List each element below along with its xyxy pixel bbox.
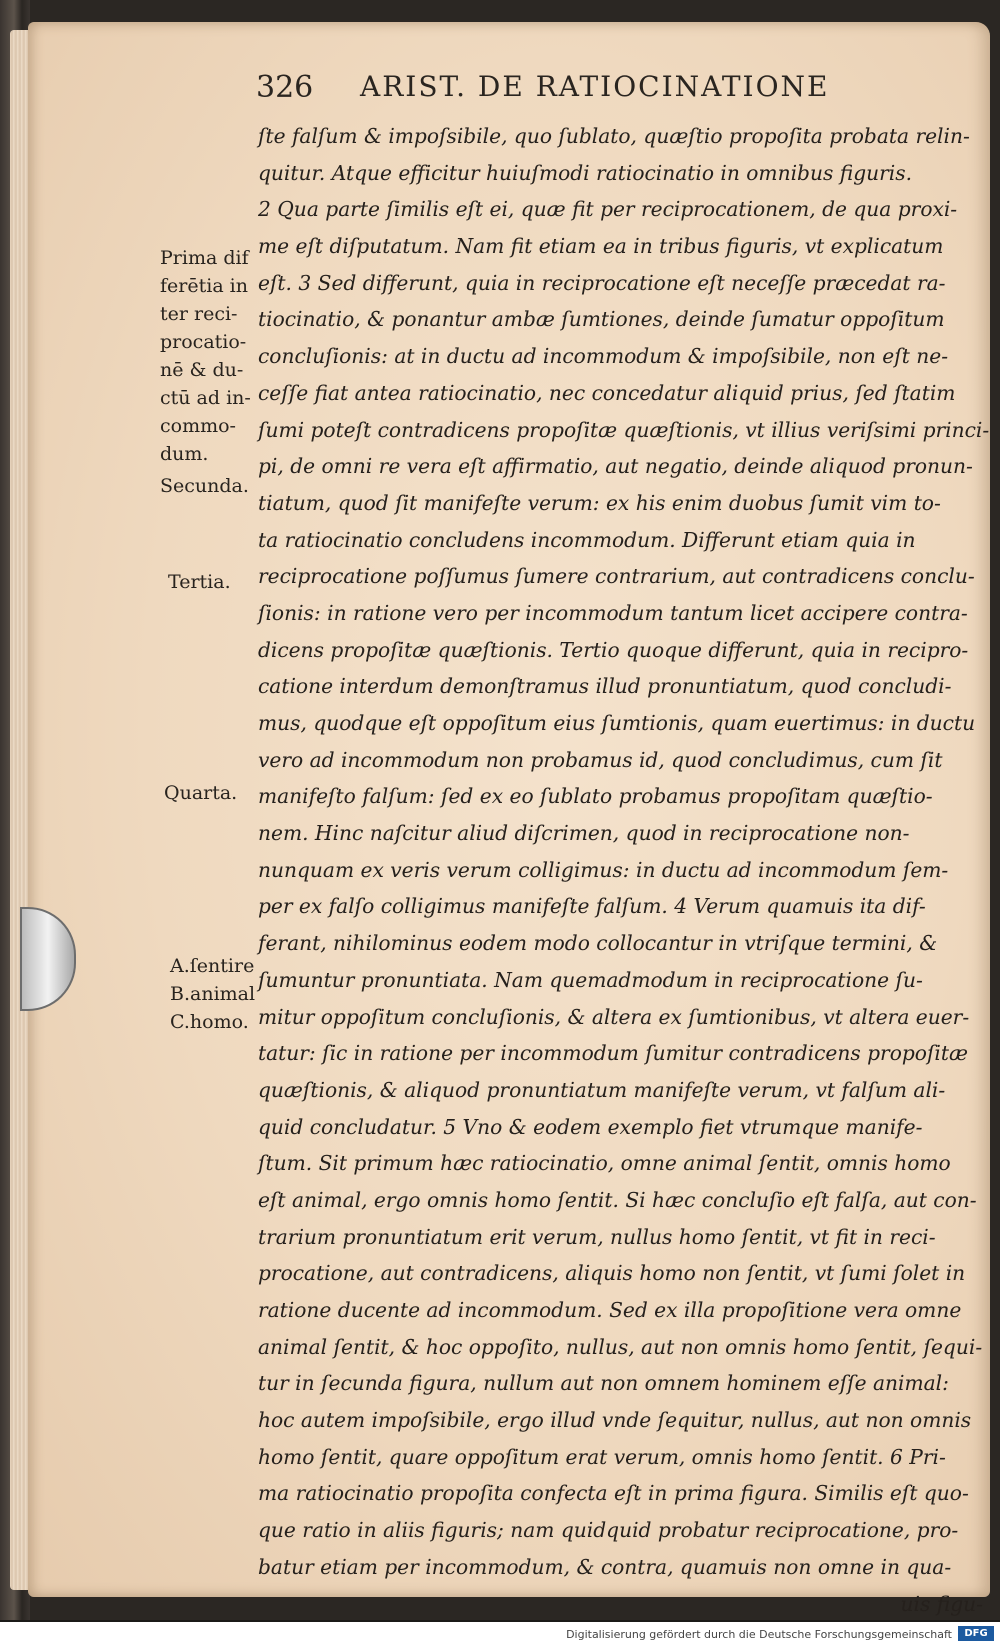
text-line: manifeſto falſum: ſed ex eo ſublato probamus propoſitam quæſtio- [258, 784, 933, 809]
text-line: que ratio in aliis figuris; nam quidquid probatur reciprocatione, pro- [258, 1518, 959, 1543]
text-line: animal ſentit, & hoc oppoſito, nullus, aut non omnis homo ſentit, ſequi- [258, 1334, 983, 1359]
text-line: tur in ſecunda figura, nullum aut non omnem hominem eſſe animal: [258, 1371, 949, 1396]
running-head: ARIST. DE RATIOCINATIONE [360, 70, 830, 103]
text-line: ſumi poteſt contradicens propoſitæ quæſtionis, vt illius veriſsimi princi- [258, 417, 990, 442]
text-line: nem. Hinc naſcitur aliud diſcrimen, quod in reciprocatione non- [258, 821, 910, 846]
dfg-logo: DFG [958, 1626, 994, 1641]
book-page [28, 22, 990, 1616]
text-line: ſionis: in ratione vero per incommodum tantum licet accipere contra- [258, 600, 968, 625]
text-line: ſtum. Sit primum hæc ratiocinatio, omne animal ſentit, omnis homo [258, 1151, 951, 1176]
text-line: ratione ducente ad incommodum. Sed ex illa propoſitione vera omne [258, 1298, 962, 1322]
text-line: tiatum, quod ſit manifeſte verum: ex his enim duobus ſumit vim to- [258, 490, 941, 515]
margin-note-secunda: Secunda. [160, 475, 249, 497]
text-line: ma ratiocinatio propoſita confecta eſt in prima figura. Similis eſt quo- [258, 1481, 969, 1506]
catchword-line: uis figu- [900, 1591, 983, 1616]
text-line: dicens propoſitæ quæſtionis. Tertio quoque differunt, quia in recipro- [258, 637, 969, 662]
margin-note-line: ctū ad in- [160, 387, 251, 409]
text-line: nunquam ex veris verum colligimus: in ductu ad incommodum ſem- [258, 857, 949, 882]
page-number: 326 [256, 70, 314, 105]
body-text [258, 118, 993, 1622]
text-line: quid concludatur. 5 Vno & eodem exemplo fiet vtrumque manife- [258, 1114, 923, 1139]
text-line: procatione, aut contradicens, aliquis homo non ſentit, vt ſumi ſolet in [258, 1261, 966, 1286]
margin-note-line: nē & du- [160, 359, 244, 381]
page-clip [20, 907, 76, 1011]
text-line: tatur: ſic in ratione per incommodum ſumitur contradicens propoſitæ [258, 1041, 968, 1066]
text-line: tiocinatio, & ponantur ambæ ſumtiones, deinde ſumatur oppoſitum [258, 307, 945, 332]
margin-note-tertia: Tertia. [168, 571, 231, 593]
text-line: eſt animal, ergo omnis homo ſentit. Si hæc concluſio eſt falſa, aut con- [258, 1187, 977, 1212]
text-line: per ex falſo colligimus manifeſte falſum. 4 Verum quamuis ita dif- [258, 894, 926, 919]
text-line: ceſſe fiat antea ratiocinatio, nec concedatur aliquid prius, ſed ſtatim [258, 380, 956, 405]
margin-note-line: Prima dif [160, 247, 249, 269]
margin-note-line: A.ſentire [170, 955, 255, 977]
text-line: mitur oppoſitum concluſionis, & altera ex ſumtionibus, vt altera euer- [258, 1004, 970, 1029]
page-header [256, 64, 956, 108]
text-line: ferant, nihilominus eodem modo collocantur in vtriſque termini, & [258, 931, 938, 956]
text-line: ſumuntur pronuntiata. Nam quemadmodum in reciprocatione ſu- [258, 967, 923, 992]
text-line: ſte falſum & impoſsibile, quo ſublato, quæſtio propoſita probata relin- [258, 124, 970, 148]
text-line: me eſt diſputatum. Nam fit etiam ea in tribus figuris, vt explicatum [258, 234, 944, 259]
footer-credit: Digitalisierung gefördert durch die Deutsche Forschungsgemeinschaft [566, 1628, 952, 1641]
margin-note-line: commo- [160, 415, 236, 437]
margin-note-quarta: Quarta. [164, 782, 238, 804]
text-line: quæſtionis, & aliquod pronuntiatum manifeſte verum, vt falſum ali- [258, 1077, 946, 1102]
text-line: reciprocatione poſſumus ſumere contrarium, aut contradicens conclu- [258, 564, 975, 589]
text-line: homo ſentit, quare oppoſitum erat verum, omnis homo ſentit. 6 Pri- [258, 1444, 946, 1469]
margin-note-line: B.animal [170, 983, 256, 1005]
text-line: vero ad incommodum non probamus id, quod concludimus, cum ſit [258, 747, 943, 772]
text-line: ta ratiocinatio concludens incommodum. Differunt etiam quia in [258, 527, 916, 552]
text-line: batur etiam per incommodum, & contra, quamuis non omne in qua- [258, 1554, 952, 1579]
margin-note-line: procatio- [160, 331, 247, 353]
margin-note-line: ferētia in [160, 275, 248, 297]
margin-note-line: C.homo. [170, 1011, 249, 1033]
text-line: mus, quodque eſt oppoſitum eius ſumtionis, quam euertimus: in ductu [258, 711, 976, 735]
text-line: trarium pronuntiatum erit verum, nullus homo ſentit, vt fit in reci- [258, 1224, 936, 1249]
text-line: pi, de omni re vera eſt affirmatio, aut negatio, deinde aliquod pronun- [258, 454, 973, 479]
text-line: hoc autem impoſsibile, ergo illud vnde ſequitur, nullus, aut non omnis [258, 1408, 972, 1433]
text-line: quitur. Atque efficitur huiuſmodi ratiocinatio in omnibus figuris. [258, 160, 913, 185]
margin-note-line: ter reci- [160, 303, 238, 325]
text-line: catione interdum demonſtramus illud pronuntiatum, quod concludi- [258, 674, 952, 699]
text-line: eſt. 3 Sed differunt, quia in reciprocatione eſt neceſſe præcedat ra- [258, 270, 946, 295]
text-line: 2 Qua parte ſimilis eſt ei, quæ fit per reciprocationem, de qua proxi- [258, 197, 958, 222]
margin-note-line: dum. [160, 443, 209, 465]
text-line: concluſionis: at in ductu ad incommodum & impoſsibile, non eſt ne- [258, 344, 949, 369]
